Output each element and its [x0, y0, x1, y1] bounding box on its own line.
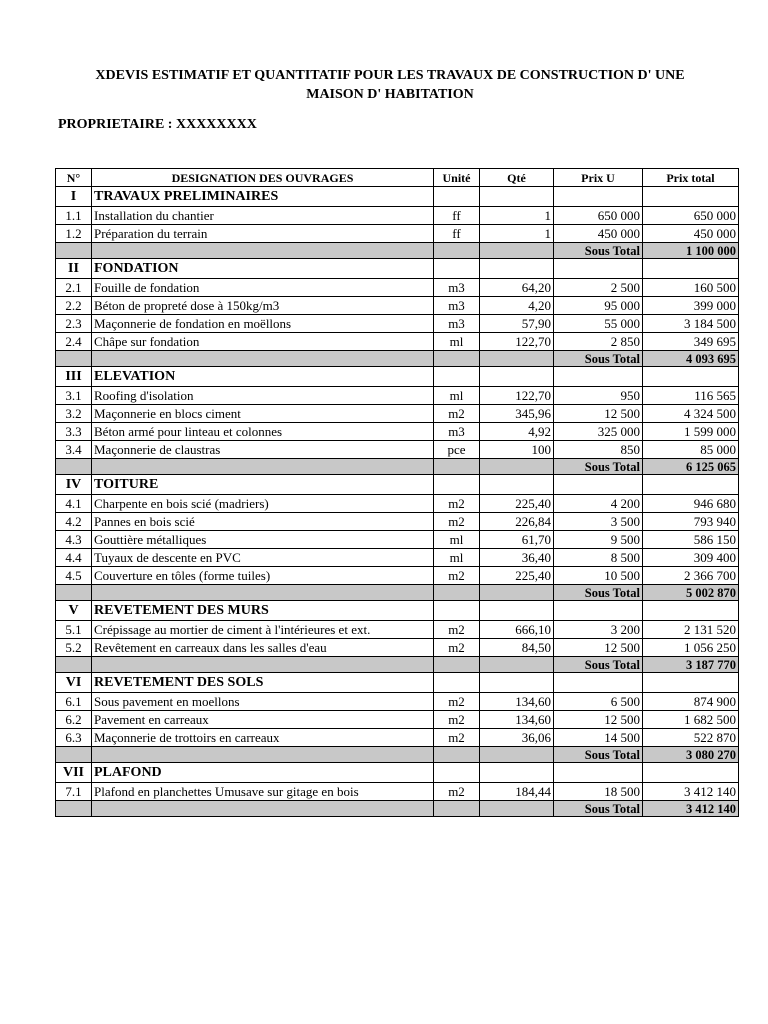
empty-cell	[554, 475, 643, 495]
empty-cell	[92, 243, 434, 259]
item-quantity: 122,70	[480, 333, 554, 351]
estimate-table	[55, 168, 739, 817]
subtotal-row	[56, 243, 739, 259]
item-number: 4.3	[56, 531, 92, 549]
section-header-row	[56, 763, 739, 783]
item-total: 349 695	[643, 333, 739, 351]
item-number: 4.1	[56, 495, 92, 513]
item-row	[56, 333, 739, 351]
subtotal-row	[56, 747, 739, 763]
item-unit: pce	[434, 441, 480, 459]
item-total: 85 000	[643, 441, 739, 459]
item-number: 2.1	[56, 279, 92, 297]
item-total: 522 870	[643, 729, 739, 747]
empty-cell	[480, 475, 554, 495]
item-number: 4.2	[56, 513, 92, 531]
item-number: 7.1	[56, 783, 92, 801]
item-unit: m2	[434, 495, 480, 513]
item-designation: Plafond en planchettes Umusave sur gitage en bois	[92, 783, 434, 801]
subtotal-row	[56, 459, 739, 475]
item-unit: m3	[434, 423, 480, 441]
item-number: 2.3	[56, 315, 92, 333]
title-line-2: MAISON D' HABITATION	[306, 87, 474, 102]
header-number: N°	[56, 169, 92, 187]
item-quantity: 666,10	[480, 621, 554, 639]
section-number: VII	[56, 763, 92, 783]
item-quantity: 226,84	[480, 513, 554, 531]
empty-cell	[92, 351, 434, 367]
item-quantity: 84,50	[480, 639, 554, 657]
item-designation: Châpe sur fondation	[92, 333, 434, 351]
empty-cell	[434, 585, 480, 601]
item-quantity: 36,06	[480, 729, 554, 747]
item-quantity: 225,40	[480, 567, 554, 585]
empty-cell	[554, 187, 643, 207]
item-unit: m3	[434, 315, 480, 333]
item-designation: Maçonnerie en blocs ciment	[92, 405, 434, 423]
empty-cell	[56, 747, 92, 763]
item-unit-price: 325 000	[554, 423, 643, 441]
empty-cell	[56, 351, 92, 367]
item-quantity: 36,40	[480, 549, 554, 567]
item-row	[56, 783, 739, 801]
subtotal-value: 3 187 770	[643, 657, 739, 673]
item-number: 6.3	[56, 729, 92, 747]
header-quantity: Qté	[480, 169, 554, 187]
item-number: 1.2	[56, 225, 92, 243]
item-unit-price: 95 000	[554, 297, 643, 315]
item-designation: Tuyaux de descente en PVC	[92, 549, 434, 567]
section-title: PLAFOND	[92, 763, 434, 783]
item-quantity: 61,70	[480, 531, 554, 549]
item-row	[56, 549, 739, 567]
item-unit-price: 9 500	[554, 531, 643, 549]
item-unit: m2	[434, 729, 480, 747]
item-unit-price: 3 500	[554, 513, 643, 531]
header-unit-price: Prix U	[554, 169, 643, 187]
empty-cell	[554, 367, 643, 387]
item-unit-price: 12 500	[554, 639, 643, 657]
item-quantity: 100	[480, 441, 554, 459]
item-row	[56, 531, 739, 549]
subtotal-value: 6 125 065	[643, 459, 739, 475]
empty-cell	[480, 459, 554, 475]
subtotal-label: Sous Total	[554, 243, 643, 259]
item-number: 4.4	[56, 549, 92, 567]
item-quantity: 1	[480, 207, 554, 225]
item-unit: m2	[434, 639, 480, 657]
item-row	[56, 639, 739, 657]
item-unit: ml	[434, 333, 480, 351]
item-row	[56, 711, 739, 729]
item-row	[56, 207, 739, 225]
title-line-1: XDEVIS ESTIMATIF ET QUANTITATIF POUR LES TRAVAUX DE CONSTRUCTION D' UNE	[95, 68, 685, 83]
item-number: 4.5	[56, 567, 92, 585]
item-designation: Béton armé pour linteau et colonnes	[92, 423, 434, 441]
empty-cell	[434, 673, 480, 693]
item-designation: Installation du chantier	[92, 207, 434, 225]
empty-cell	[92, 747, 434, 763]
item-unit-price: 55 000	[554, 315, 643, 333]
item-quantity: 57,90	[480, 315, 554, 333]
table-body	[56, 187, 739, 817]
item-row	[56, 279, 739, 297]
item-row	[56, 423, 739, 441]
section-title: REVETEMENT DES SOLS	[92, 673, 434, 693]
item-total: 586 150	[643, 531, 739, 549]
subtotal-label: Sous Total	[554, 351, 643, 367]
item-unit: m2	[434, 567, 480, 585]
empty-cell	[434, 259, 480, 279]
item-row	[56, 693, 739, 711]
empty-cell	[480, 657, 554, 673]
item-quantity: 345,96	[480, 405, 554, 423]
item-number: 3.4	[56, 441, 92, 459]
item-row	[56, 225, 739, 243]
empty-cell	[434, 243, 480, 259]
item-row	[56, 621, 739, 639]
empty-cell	[56, 585, 92, 601]
section-number: III	[56, 367, 92, 387]
item-unit: m2	[434, 405, 480, 423]
item-number: 6.2	[56, 711, 92, 729]
item-unit-price: 4 200	[554, 495, 643, 513]
subtotal-value: 5 002 870	[643, 585, 739, 601]
item-designation: Revêtement en carreaux dans les salles d'eau	[92, 639, 434, 657]
empty-cell	[643, 673, 739, 693]
section-header-row	[56, 187, 739, 207]
section-header-row	[56, 259, 739, 279]
item-quantity: 184,44	[480, 783, 554, 801]
item-total: 116 565	[643, 387, 739, 405]
item-number: 2.4	[56, 333, 92, 351]
empty-cell	[643, 367, 739, 387]
item-unit-price: 850	[554, 441, 643, 459]
item-unit: ml	[434, 387, 480, 405]
item-designation: Fouille de fondation	[92, 279, 434, 297]
item-unit-price: 18 500	[554, 783, 643, 801]
item-number: 5.1	[56, 621, 92, 639]
document-title	[40, 66, 740, 104]
item-unit-price: 14 500	[554, 729, 643, 747]
empty-cell	[434, 475, 480, 495]
empty-cell	[434, 657, 480, 673]
item-total: 2 366 700	[643, 567, 739, 585]
empty-cell	[643, 475, 739, 495]
item-total: 874 900	[643, 693, 739, 711]
item-row	[56, 297, 739, 315]
section-number: VI	[56, 673, 92, 693]
empty-cell	[643, 259, 739, 279]
item-row	[56, 405, 739, 423]
empty-cell	[480, 259, 554, 279]
empty-cell	[92, 459, 434, 475]
item-designation: Sous pavement en moellons	[92, 693, 434, 711]
item-total: 946 680	[643, 495, 739, 513]
item-unit: m2	[434, 711, 480, 729]
header-total-price: Prix total	[643, 169, 739, 187]
item-quantity: 134,60	[480, 693, 554, 711]
item-unit: m2	[434, 783, 480, 801]
empty-cell	[480, 763, 554, 783]
item-total: 399 000	[643, 297, 739, 315]
empty-cell	[434, 351, 480, 367]
item-unit: ml	[434, 531, 480, 549]
empty-cell	[480, 367, 554, 387]
empty-cell	[92, 657, 434, 673]
item-designation: Préparation du terrain	[92, 225, 434, 243]
item-designation: Maçonnerie de trottoirs en carreaux	[92, 729, 434, 747]
item-total: 3 184 500	[643, 315, 739, 333]
item-total: 2 131 520	[643, 621, 739, 639]
item-quantity: 134,60	[480, 711, 554, 729]
item-number: 2.2	[56, 297, 92, 315]
empty-cell	[554, 601, 643, 621]
subtotal-value: 3 080 270	[643, 747, 739, 763]
item-total: 450 000	[643, 225, 739, 243]
item-unit: ff	[434, 225, 480, 243]
empty-cell	[554, 763, 643, 783]
item-row	[56, 441, 739, 459]
item-total: 309 400	[643, 549, 739, 567]
item-total: 160 500	[643, 279, 739, 297]
item-unit: ff	[434, 207, 480, 225]
item-quantity: 225,40	[480, 495, 554, 513]
item-quantity: 4,20	[480, 297, 554, 315]
empty-cell	[554, 673, 643, 693]
item-unit-price: 12 500	[554, 405, 643, 423]
section-title: REVETEMENT DES MURS	[92, 601, 434, 621]
item-unit: m2	[434, 621, 480, 639]
subtotal-row	[56, 351, 739, 367]
item-row	[56, 387, 739, 405]
item-designation: Béton de propreté dose à 150kg/m3	[92, 297, 434, 315]
item-designation: Crépissage au mortier de ciment à l'intérieures et ext.	[92, 621, 434, 639]
item-designation: Pavement en carreaux	[92, 711, 434, 729]
empty-cell	[434, 747, 480, 763]
item-number: 3.1	[56, 387, 92, 405]
subtotal-label: Sous Total	[554, 585, 643, 601]
item-total: 793 940	[643, 513, 739, 531]
item-number: 3.2	[56, 405, 92, 423]
subtotal-row	[56, 657, 739, 673]
item-total: 650 000	[643, 207, 739, 225]
section-header-row	[56, 601, 739, 621]
section-title: ELEVATION	[92, 367, 434, 387]
section-title: TOITURE	[92, 475, 434, 495]
empty-cell	[643, 187, 739, 207]
empty-cell	[480, 187, 554, 207]
item-quantity: 4,92	[480, 423, 554, 441]
table-header-row	[56, 169, 739, 187]
item-quantity: 1	[480, 225, 554, 243]
empty-cell	[92, 585, 434, 601]
item-unit: ml	[434, 549, 480, 567]
section-header-row	[56, 367, 739, 387]
item-unit-price: 3 200	[554, 621, 643, 639]
empty-cell	[480, 243, 554, 259]
subtotal-label: Sous Total	[554, 657, 643, 673]
item-unit-price: 10 500	[554, 567, 643, 585]
item-unit-price: 450 000	[554, 225, 643, 243]
item-total: 1 682 500	[643, 711, 739, 729]
empty-cell	[480, 747, 554, 763]
item-total: 1 599 000	[643, 423, 739, 441]
item-designation: Couverture en tôles (forme tuiles)	[92, 567, 434, 585]
item-row	[56, 729, 739, 747]
item-quantity: 64,20	[480, 279, 554, 297]
empty-cell	[56, 459, 92, 475]
empty-cell	[643, 763, 739, 783]
item-unit-price: 650 000	[554, 207, 643, 225]
empty-cell	[56, 657, 92, 673]
item-number: 6.1	[56, 693, 92, 711]
section-number: V	[56, 601, 92, 621]
section-number: II	[56, 259, 92, 279]
empty-cell	[56, 801, 92, 817]
empty-cell	[554, 259, 643, 279]
item-designation: Maçonnerie de fondation en moëllons	[92, 315, 434, 333]
subtotal-row	[56, 585, 739, 601]
empty-cell	[434, 763, 480, 783]
item-unit-price: 6 500	[554, 693, 643, 711]
section-title: TRAVAUX PRELIMINAIRES	[92, 187, 434, 207]
item-unit-price: 12 500	[554, 711, 643, 729]
empty-cell	[480, 351, 554, 367]
item-designation: Charpente en bois scié (madriers)	[92, 495, 434, 513]
item-designation: Pannes en bois scié	[92, 513, 434, 531]
empty-cell	[56, 243, 92, 259]
header-unit: Unité	[434, 169, 480, 187]
item-unit-price: 2 850	[554, 333, 643, 351]
item-number: 5.2	[56, 639, 92, 657]
owner-label: PROPRIETAIRE : XXXXXXXX	[58, 117, 257, 132]
item-total: 1 056 250	[643, 639, 739, 657]
section-header-row	[56, 673, 739, 693]
item-row	[56, 315, 739, 333]
empty-cell	[92, 801, 434, 817]
section-number: IV	[56, 475, 92, 495]
subtotal-label: Sous Total	[554, 747, 643, 763]
item-unit-price: 950	[554, 387, 643, 405]
empty-cell	[480, 801, 554, 817]
item-unit: m2	[434, 693, 480, 711]
empty-cell	[480, 673, 554, 693]
item-total: 4 324 500	[643, 405, 739, 423]
item-row	[56, 567, 739, 585]
empty-cell	[480, 585, 554, 601]
empty-cell	[434, 187, 480, 207]
item-row	[56, 495, 739, 513]
empty-cell	[480, 601, 554, 621]
subtotal-label: Sous Total	[554, 459, 643, 475]
item-designation: Gouttière métalliques	[92, 531, 434, 549]
empty-cell	[434, 801, 480, 817]
subtotal-label: Sous Total	[554, 801, 643, 817]
header-designation: DESIGNATION DES OUVRAGES	[92, 169, 434, 187]
section-header-row	[56, 475, 739, 495]
subtotal-value: 1 100 000	[643, 243, 739, 259]
item-unit-price: 8 500	[554, 549, 643, 567]
item-total: 3 412 140	[643, 783, 739, 801]
empty-cell	[434, 601, 480, 621]
item-designation: Maçonnerie de claustras	[92, 441, 434, 459]
item-row	[56, 513, 739, 531]
item-unit-price: 2 500	[554, 279, 643, 297]
empty-cell	[643, 601, 739, 621]
item-designation: Roofing d'isolation	[92, 387, 434, 405]
section-title: FONDATION	[92, 259, 434, 279]
item-unit: m2	[434, 513, 480, 531]
section-number: I	[56, 187, 92, 207]
subtotal-value: 4 093 695	[643, 351, 739, 367]
item-number: 1.1	[56, 207, 92, 225]
item-unit: m3	[434, 297, 480, 315]
item-unit: m3	[434, 279, 480, 297]
item-quantity: 122,70	[480, 387, 554, 405]
empty-cell	[434, 367, 480, 387]
subtotal-row	[56, 801, 739, 817]
empty-cell	[434, 459, 480, 475]
item-number: 3.3	[56, 423, 92, 441]
subtotal-value: 3 412 140	[643, 801, 739, 817]
